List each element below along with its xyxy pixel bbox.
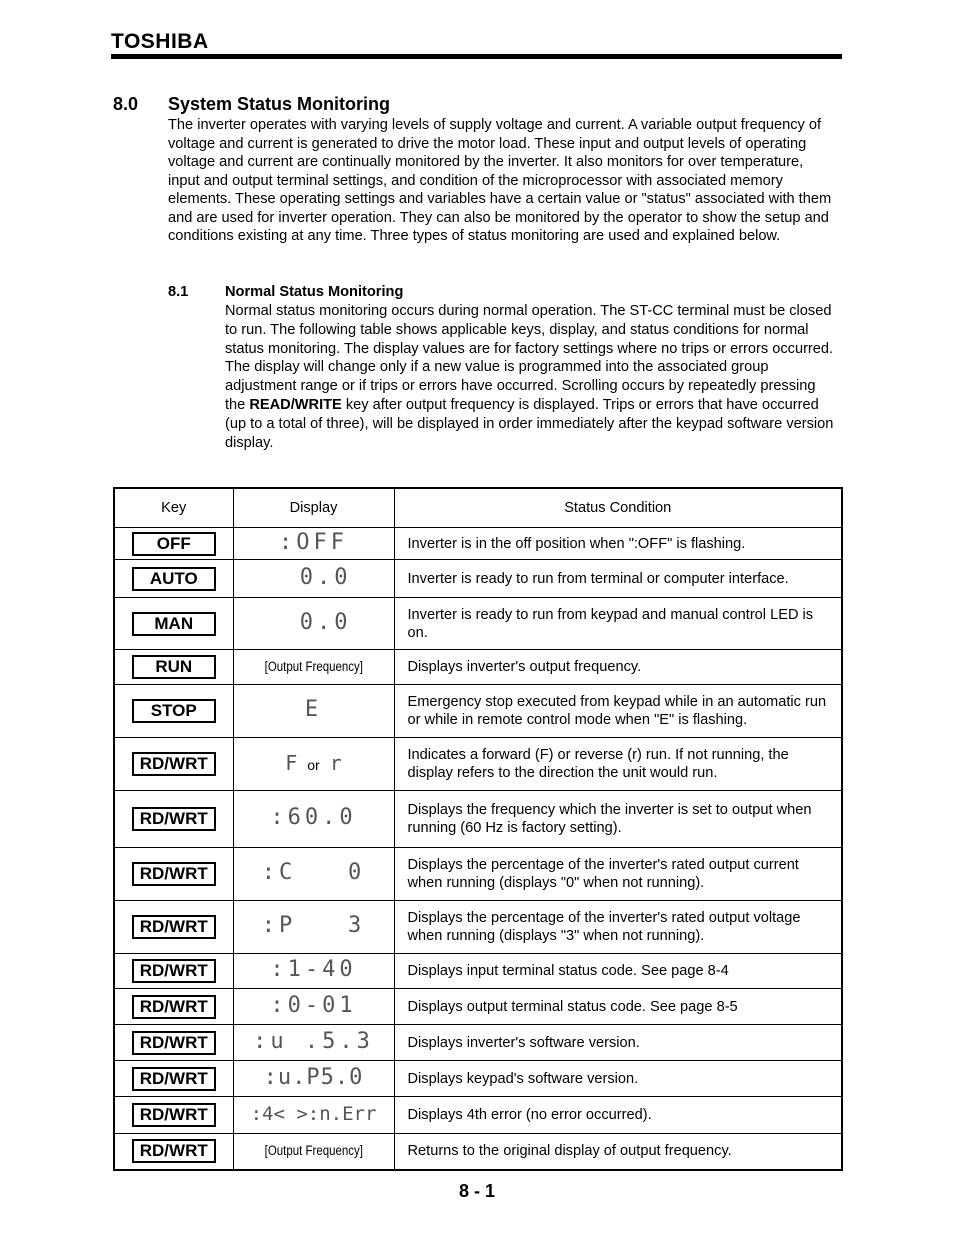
table-row	[114, 848, 842, 901]
status-condition: Displays input terminal status code. See page 8-4	[394, 954, 842, 989]
man-key: MAN	[132, 612, 216, 636]
status-table	[113, 487, 843, 1171]
table-row	[114, 560, 842, 598]
status-condition: Inverter is ready to run from terminal or computer interface.	[394, 560, 842, 598]
stop-key: STOP	[132, 699, 216, 723]
rdwrt-key: RD/WRT	[132, 1103, 216, 1127]
or-label: or	[307, 756, 320, 773]
header-display: Display	[233, 488, 394, 528]
table-row	[114, 598, 842, 650]
table-row	[114, 1134, 842, 1170]
table-row	[114, 989, 842, 1025]
page-number: 8 - 1	[458, 1181, 496, 1201]
rdwrt-key: RD/WRT	[132, 995, 216, 1019]
table-row	[114, 791, 842, 848]
status-condition: Displays the percentage of the inverter's rated output current when running (displays "0" when not running).	[394, 848, 842, 901]
led-display: :1-40	[270, 957, 357, 982]
table-row	[114, 954, 842, 989]
section-body: The inverter operates with varying levels of supply voltage and current. A variable output frequency of voltage and current is generated to drive the motor load. These input and output levels of operating voltage and current are continually monitored by the inverter. It also monitors for over temperature, input and output terminal settings, and condition of the microprocessor with associated memory elements. These operating settings and variables have a certain value or "status" associated with them and are used for inverter operation. They can also be monitored by the operator to show the setup and conditions existing at any time. Three types of status monitoring are used and explained below.	[168, 117, 832, 244]
table-row	[114, 1097, 842, 1134]
output-frequency-label: [Output Frequency]	[264, 659, 363, 674]
subsection-title: Normal Status Monitoring	[225, 284, 404, 300]
led-display: :u .5.3	[253, 1028, 374, 1054]
read-write-key-name: READ/WRITE	[249, 396, 342, 413]
subsection-body-text: Normal status monitoring occurs during normal operation. The ST-CC terminal must be closed to run. The following table shows applicable keys, display, and status conditions for normal status monitoring. The display values are for factory settings where no trips or errors occurred. The display will change only if a new value is programmed into the associated group adjustment range or if trips or errors have occurred. Scrolling occurs by repeatedly pressing the	[225, 303, 834, 413]
led-display: :C 0	[261, 860, 366, 885]
section-title: System Status Monitoring	[168, 94, 391, 114]
table-header-row	[114, 488, 842, 528]
run-key: RUN	[132, 655, 216, 679]
status-condition: Displays the frequency which the inverter is set to output when running (60 Hz is factory setting).	[394, 791, 842, 848]
table-row	[114, 738, 842, 791]
header-key: Key	[114, 488, 233, 528]
table-row	[114, 685, 842, 738]
status-condition: Displays inverter's software version.	[394, 1025, 842, 1061]
status-condition: Displays output terminal status code. See page 8-5	[394, 989, 842, 1025]
status-condition: Displays 4th error (no error occurred).	[394, 1097, 842, 1134]
rdwrt-key: RD/WRT	[132, 915, 216, 939]
led-display: E	[304, 697, 323, 722]
section-number: 8.0	[113, 94, 139, 114]
rdwrt-key: RD/WRT	[132, 752, 216, 776]
table-row	[114, 650, 842, 685]
led-display-forward: F	[285, 750, 298, 775]
status-condition: Inverter is ready to run from keypad and manual control LED is on.	[394, 598, 842, 650]
subsection-number: 8.1	[168, 284, 189, 300]
led-display: :u.P5.0	[263, 1064, 364, 1090]
table-row	[114, 901, 842, 954]
table-row	[114, 528, 842, 560]
status-condition: Returns to the original display of output frequency.	[394, 1134, 842, 1170]
led-display-reverse: r	[329, 750, 342, 775]
rdwrt-key: RD/WRT	[132, 959, 216, 983]
brand-logo-text: TOSHIBA	[111, 30, 209, 53]
subsection-body	[225, 302, 839, 452]
rdwrt-key: RD/WRT	[132, 807, 216, 831]
led-display: 0.0	[299, 564, 352, 590]
status-condition: Displays the percentage of the inverter's rated output voltage when running (displays "3" when not running).	[394, 901, 842, 954]
status-condition: Displays keypad's software version.	[394, 1061, 842, 1097]
rdwrt-key: RD/WRT	[132, 1031, 216, 1055]
auto-key: AUTO	[132, 567, 216, 591]
output-frequency-label: [Output Frequency]	[264, 1143, 363, 1159]
table-row	[114, 1025, 842, 1061]
header-rule	[111, 54, 842, 59]
led-display: :OFF	[279, 529, 348, 555]
subsection-body-text-end: key after output frequency is displayed. Trips or errors that have occurred (up to a total of three), will be displayed in order immediately after the keypad software version display.	[225, 396, 834, 451]
led-display: :4< >:n.Err	[250, 1103, 377, 1125]
status-condition: Emergency stop executed from keypad while in an automatic run or while in remote control mode when "E" is flashing.	[394, 685, 842, 738]
rdwrt-key: RD/WRT	[132, 862, 216, 886]
led-display: :60.0	[270, 805, 357, 830]
rdwrt-key: RD/WRT	[132, 1067, 216, 1091]
status-condition: Indicates a forward (F) or reverse (r) run. If not running, the display refers to the direction the unit would run.	[394, 738, 842, 791]
status-condition: Inverter is in the off position when ":OFF" is flashing.	[394, 528, 842, 560]
led-display: :P 3	[261, 913, 366, 938]
off-key: OFF	[132, 532, 216, 556]
led-display: 0.0	[299, 609, 352, 635]
rdwrt-key: RD/WRT	[132, 1139, 216, 1163]
header-status: Status Condition	[394, 488, 842, 528]
status-condition: Displays inverter's output frequency.	[394, 650, 842, 685]
table-row	[114, 1061, 842, 1097]
led-display: :0-01	[270, 992, 357, 1018]
